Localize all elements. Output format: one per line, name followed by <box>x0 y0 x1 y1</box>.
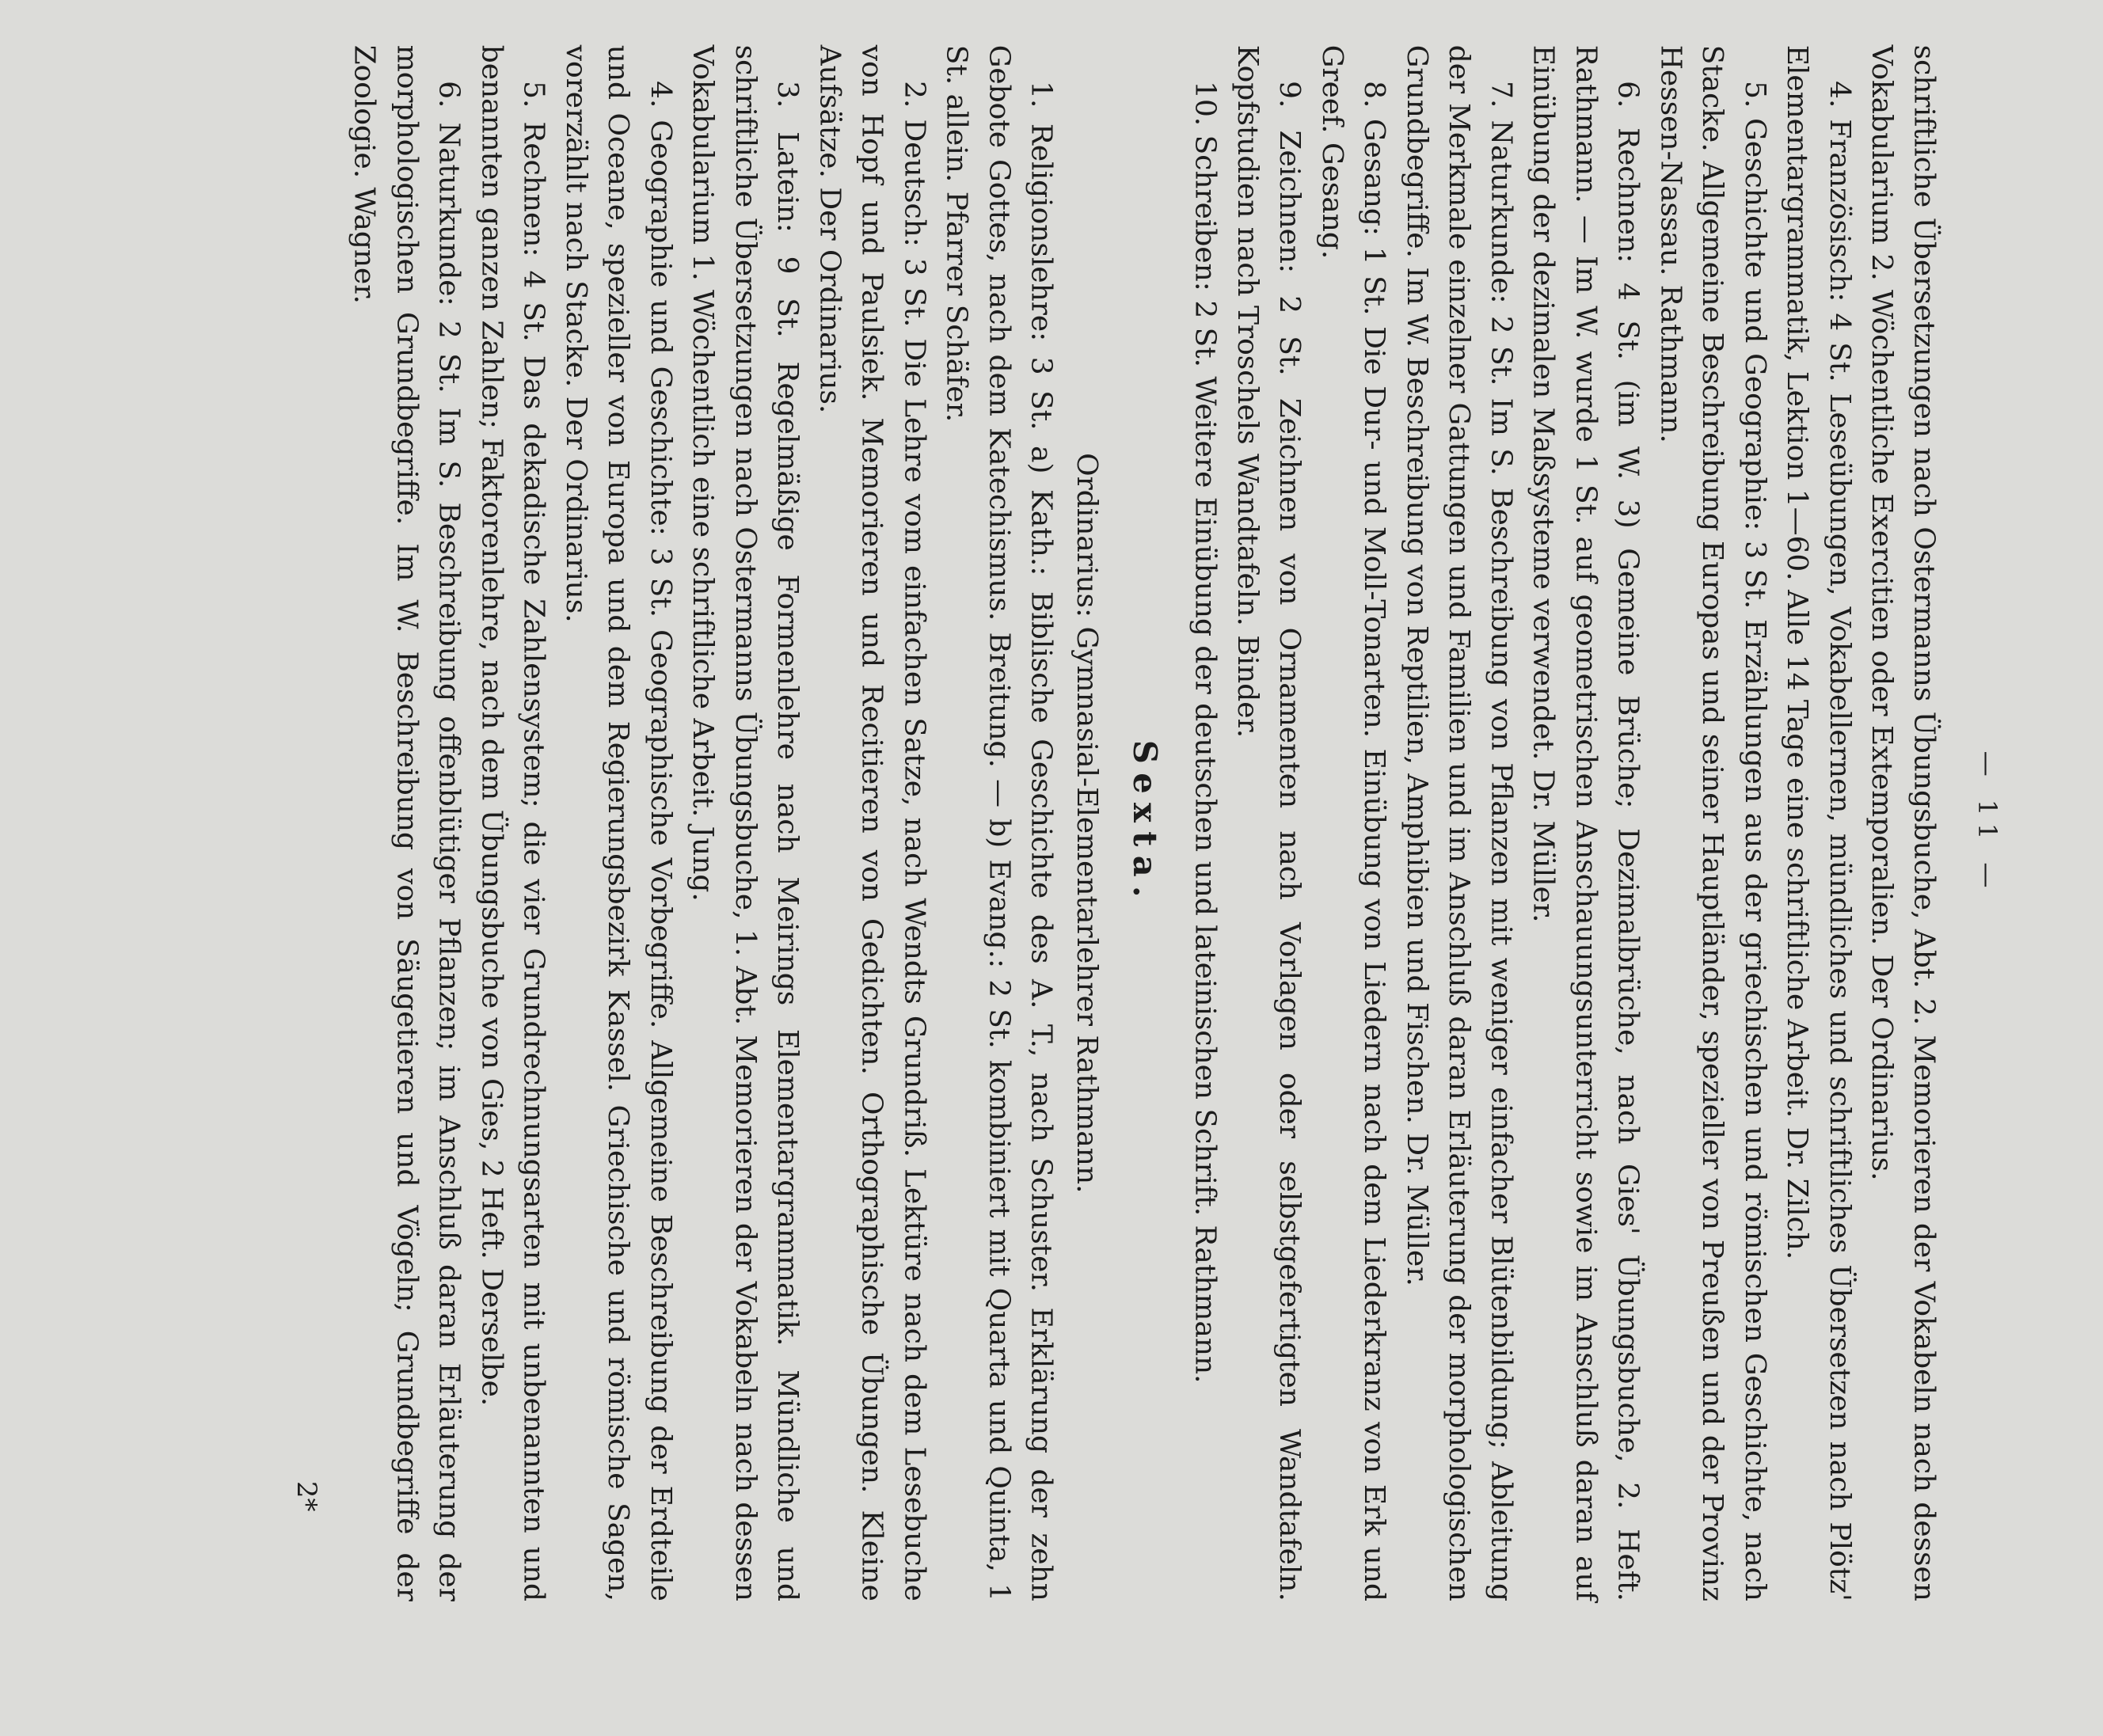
paragraph-rechnen: 6. Rechnen: 4 St. (im W. 3) Gemeine Brüche; Dezimalbrüche, nach Gies' Übungsbuche, 2. Heft. Rathmann. — Im W. wurde 1 St. auf geometrischen Anschauungsunterricht sowie im Anschluß daran auf Einübung der dezimalen Maßsysteme verwendet. Dr. Müller. <box>1527 44 1645 1601</box>
page-content <box>271 45 2007 1601</box>
paragraph-geschichte-geographie: 5. Geschichte und Geographie: 3 St. Erzählungen aus der griechischen und römischen Geschichte, nach Stacke. Allgemeine Beschreibung Europas und seiner Hauptländer, spezieller von Preußen und der Provinz Hessen-Nassau. Rathmann. <box>1654 44 1773 1601</box>
sexta-paragraph-rechnen: 5. Rechnen: 4 St. Das dekadische Zahlensystem; die vier Grundrechnungsarten mit unbenannten und benannten ganzen Zahlen; Faktorenlehre, nach dem Übungsbuche von Gies, 2 Heft. Derselbe. <box>475 44 551 1601</box>
signature-mark: 2* <box>291 1480 322 1512</box>
ordinarius-line: Ordinarius: Gymnasial-Elementarlehrer Rathmann. <box>1071 453 1105 1194</box>
paragraph-franzoesisch: 4. Französisch: 4 St. Leseübungen, Vokabellernen, mündliches und schriftliches Übersetzen nach Plötz' Elementargrammatik, Lektion 1—60. Alle 14 Tage eine schriftliche Arbeit. Dr. Zilch. <box>1781 44 1857 1601</box>
sexta-paragraph-geographie-geschichte: 4. Geographie und Geschichte: 3 St. Geographische Vorbegriffe. Allgemeine Beschreibung der Erdteile und Oceane, spezieller von Europa und dem Regierungsbezirk Kassel. Griechische und römische Sagen, vorerzählt nach Stacke. Der Ordinarius. <box>560 44 679 1601</box>
paragraph-naturkunde: 7. Naturkunde: 2 St. Im S. Beschreibung von Pflanzen mit weniger einfacher Blütenbildung; Ableitung der Merkmale einzelner Gattungen und Familien und im Anschluß daran Erläuterung der morphologischen Grundbegriffe. Im W. Beschreibung von Reptilien, Amphibien und Fischen. Dr. Müller. <box>1401 44 1519 1601</box>
paragraph-latin-continuation: schriftliche Übersetzungen nach Ostermanns Übungsbuche, Abt. 2. Memorieren der Vokabeln nach dessen Vokabularium 2. Wöchentliche Exercitien oder Extemporalien. Der Ordinarius. <box>1865 44 1941 1601</box>
sexta-paragraph-naturkunde: 6. Naturkunde: 2 St. Im S. Beschreibung offenblütiger Pflanzen; im Anschluß daran Erläuterung der morphologischen Grundbegriffe. Im W. Beschreibung von Säugetieren und Vögeln; Grundbegriffe der Zoologie. Wagner. <box>348 44 467 1601</box>
paragraph-schreiben: 10. Schreiben: 2 St. Weitere Einübung der deutschen und lateinischen Schrift. Rathmann. <box>1189 81 1223 1384</box>
sexta-paragraph-religionslehre: 1. Religionslehre: 3 St. a) Kath.: Biblische Geschichte des A. T., nach Schuster. Erklärung der zehn Gebote Gottes, nach dem Katechismus. Breitung. — b) Evang.: 2 St. kombiniert mit Quarta und Quinta, 1 St. allein. Pfarrer Schäfer. <box>941 44 1059 1601</box>
sexta-paragraph-latein: 3. Latein: 9 St. Regelmäßige Formenlehre nach Meirings Elementargrammatik. Mündliche und schriftliche Übersetzungen nach Ostermanns Übungsbuche, 1. Abt. Memorieren der Vokabeln nach dessen Vokabularium 1. Wöchentlich eine schriftliche Arbeit. Jung. <box>686 44 805 1601</box>
page-number: — 11 — <box>1972 750 2002 895</box>
rotated-document-page <box>271 0 2007 1641</box>
paragraph-zeichnen: 9. Zeichnen: 2 St. Zeichnen von Ornamenten nach Vorlagen oder selbstgefertigten Wandtafeln. Kopfstudien nach Troschels Wandtafeln. Binder. <box>1231 44 1307 1601</box>
sexta-paragraph-deutsch: 2. Deutsch: 3 St. Die Lehre vom einfachen Satze, nach Wendts Grundriß. Lektüre nach dem Lesebuche von Hopf und Paulsiek. Memorieren und Recitieren von Gedichten. Orthographische Übungen. Kleine Aufsätze. Der Ordinarius. <box>814 44 932 1601</box>
section-heading-sexta: Sexta. <box>1125 739 1164 906</box>
paragraph-gesang: 8. Gesang: 1 St. Die Dur- und Moll-Tonarten. Einübung von Liedern nach dem Liederkranz von Erk und Greef. Gesang. <box>1316 44 1392 1601</box>
